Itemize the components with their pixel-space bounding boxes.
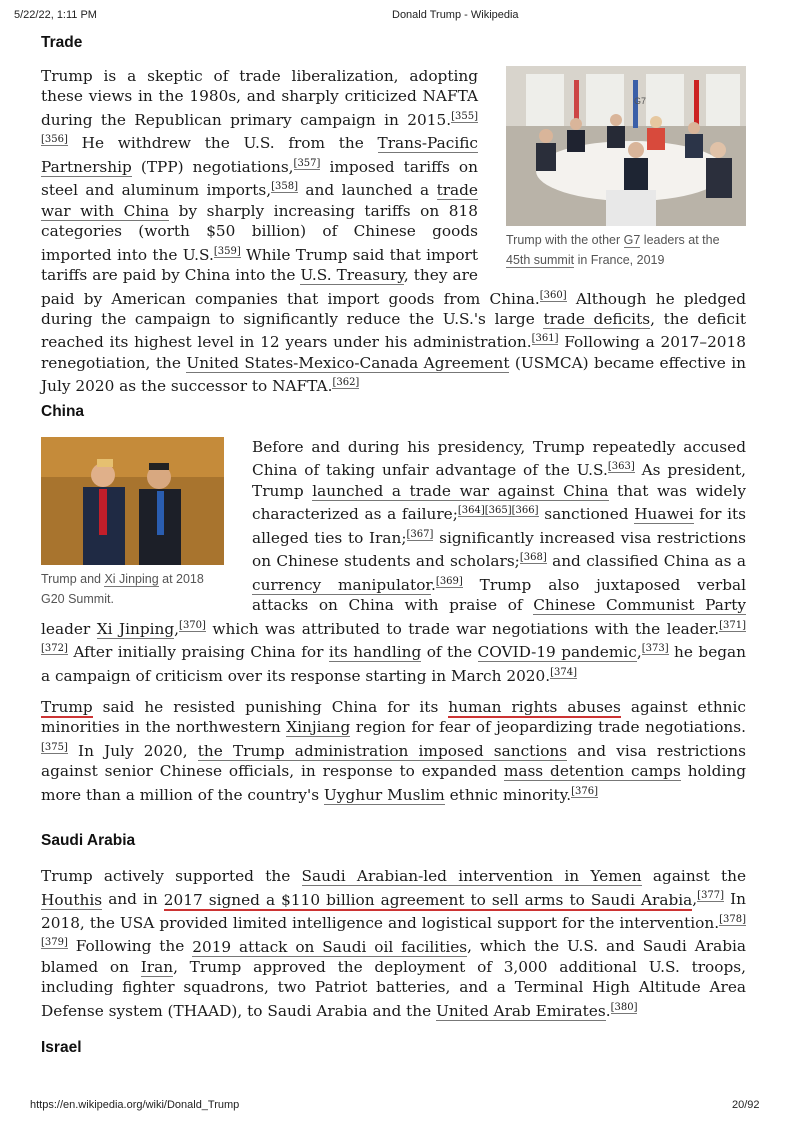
link-usmca[interactable]: United States-Mexico-Canada Agreement bbox=[186, 353, 510, 372]
print-datetime: 5/22/22, 1:11 PM bbox=[14, 9, 97, 21]
ref-358[interactable]: [358] bbox=[271, 181, 298, 193]
ref-363[interactable]: [363] bbox=[607, 461, 635, 473]
china-human-rights-paragraph: Trump said he resisted punishing China for its human rights abuses against ethnic minorities in the northwestern Xinjiang region for fear of jeopardizing trade negotiations.[375] In July 2020, the Trump administration imposed sanctions and visa restrictions against senior Chinese officials, in response to expanded mass detention camps holding more than a million of the country's Uyghur Muslim ethnic minority.[376] bbox=[41, 698, 746, 804]
link-arms-agreement-saudi-arabia[interactable]: 2017 signed a $110 billion agreement to sell arms to Saudi Arabia bbox=[163, 890, 693, 909]
link-trade-war-with-china[interactable]: trade war with China bbox=[41, 181, 478, 220]
g7-summit-photo bbox=[506, 66, 746, 226]
link-chinese-communist-party[interactable]: Chinese Communist Party bbox=[533, 596, 746, 615]
figure-g7 bbox=[506, 66, 746, 270]
link-trump-administration-sanctions[interactable]: the Trump administration imposed sanctions bbox=[197, 741, 568, 760]
ref-360[interactable]: [360] bbox=[539, 289, 567, 301]
ref-379[interactable]: [379] bbox=[41, 937, 68, 949]
svg-text:G7: G7 bbox=[634, 96, 647, 106]
figure-trump-xi bbox=[41, 437, 224, 609]
link-45th-summit[interactable]: 45th summit bbox=[506, 253, 575, 267]
saudi-paragraph: Trump actively supported the Saudi Arabian-led intervention in Yemen against the Houthis and in 2017 signed a $110 billion agreement to sell arms to Saudi Arabia,[377] In 2018, the USA provided limited intelligence and logistical support for the intervention.[378][379] Following the 2019 attack on Saudi oil facilities, which the U.S. and Saudi Arabia blamed on Iran, Trump approved the deployment of 3,000 additional U.S. troops, including fighter squadrons, two Patriot batteries, and a Terminal High Altitude Area Defense system (THAAD), to Saudi Arabia and the United Arab Emirates.[380] bbox=[41, 867, 746, 1020]
link-xi-jinping[interactable]: Xi Jinping bbox=[96, 619, 175, 638]
link-houthis[interactable]: Houthis bbox=[41, 890, 103, 909]
section-heading-china: China bbox=[41, 403, 85, 420]
ref-366[interactable]: [366] bbox=[511, 505, 539, 517]
ref-369[interactable]: [369] bbox=[435, 575, 463, 587]
ref-380[interactable]: [380] bbox=[610, 1001, 638, 1013]
ref-373[interactable]: [373] bbox=[641, 643, 669, 655]
ref-378[interactable]: [378] bbox=[719, 913, 746, 925]
ref-367[interactable]: [367] bbox=[406, 528, 434, 540]
ref-368[interactable]: [368] bbox=[519, 552, 547, 564]
print-page-number: 20/92 bbox=[732, 1099, 760, 1111]
ref-361[interactable]: [361] bbox=[531, 333, 559, 345]
link-trump[interactable]: Trump bbox=[41, 698, 93, 716]
link-trans-pacific-partnership[interactable]: Trans-Pacific Partnership bbox=[41, 134, 478, 176]
link-us-treasury[interactable]: U.S. Treasury bbox=[300, 266, 404, 285]
ref-365[interactable]: [365] bbox=[484, 505, 512, 517]
ref-370[interactable]: [370] bbox=[179, 619, 206, 631]
trade-paragraph: G7 Trump with the other G7 leaders at the 45th summit in France, 2019 Trump is a skeptic of trade liberalization, adopting these views in the 1980s, and sharply criticized NAFTA during the Republican primary campaign in 2015.[355][356] He withdrew the U.S. from the Trans-Pacific Partnership (TPP) negotiations,[357] imposed tariffs on steel and aluminum imports,[358] and launched a trade war with China by sharply increasing tariffs on 818 categories (worth $50 billion) of Chinese goods imported into the U.S.[359] While Trump said that import tariffs are paid by China into the U.S. Treasury, they are paid by American companies that import goods from China.[360] Although he pledged during the campaign to significantly reduce the U.S.'s large trade deficits, the deficit reached its highest level in 12 years under his administration.[361] Following a 2017–2018 renegotiation, the United States-Mexico-Canada Agreement (USMCA) became effective in July 2020 as the successor to NAFTA.[362] bbox=[41, 67, 747, 396]
ref-374[interactable]: [374] bbox=[550, 666, 578, 678]
ref-359[interactable]: [359] bbox=[213, 245, 241, 257]
china-paragraph: Trump and Xi Jinping at 2018 G20 Summit. Before and during his presidency, Trump repeatedly accused China of taking unfair advantage of the U.S.[363] As president, Trump launched a trade war against China that was widely characterized as a failure;[364][365][366] sanctioned Huawei for its alleged ties to Iran;[367] significantly increased visa restrictions on Chinese students and scholars;[368] and classified China as a currency manipulator.[369] Trump also juxtaposed verbal attacks on China with praise of Chinese Communist Party leader Xi Jinping,[370] which was attributed to trade war negotiations with the leader.[371][372] After initially praising China for its handling of the COVID-19 pandemic,[373] he began a campaign of criticism over its response starting in March 2020.[374] bbox=[41, 438, 747, 685]
link-g7[interactable]: G7 bbox=[623, 233, 641, 247]
link-saudi-led-intervention-yemen[interactable]: Saudi Arabian-led intervention in Yemen bbox=[301, 867, 642, 885]
ref-356[interactable]: [356] bbox=[41, 134, 68, 146]
link-xinjiang[interactable]: Xinjiang bbox=[286, 718, 351, 737]
link-mass-detention-camps[interactable]: mass detention camps bbox=[503, 762, 681, 781]
link-trade-deficits[interactable]: trade deficits bbox=[543, 310, 651, 329]
ref-355[interactable]: [355] bbox=[451, 110, 478, 122]
link-launched-trade-war-against-china[interactable]: launched a trade war against China bbox=[312, 481, 609, 500]
ref-362[interactable]: [362] bbox=[332, 377, 360, 389]
ref-376[interactable]: [376] bbox=[571, 785, 599, 797]
link-united-arab-emirates[interactable]: United Arab Emirates bbox=[436, 1001, 606, 1020]
trump-xi-photo-caption: Trump and Xi Jinping at 2018 G20 Summit. bbox=[41, 572, 204, 606]
section-heading-saudi-arabia: Saudi Arabia bbox=[41, 832, 136, 849]
ref-371[interactable]: [371] bbox=[719, 619, 746, 631]
g7-photo-caption: Trump with the other G7 leaders at the 45th summit in France, 2019 bbox=[506, 233, 720, 267]
link-uyghur-muslim[interactable]: Uyghur Muslim bbox=[323, 785, 445, 804]
print-url: https://en.wikipedia.org/wiki/Donald_Trump bbox=[30, 1099, 240, 1111]
link-currency-manipulator[interactable]: currency manipulator bbox=[252, 575, 432, 594]
ref-357[interactable]: [357] bbox=[293, 157, 321, 169]
ref-364[interactable]: [364] bbox=[457, 505, 485, 517]
print-page-title: Donald Trump - Wikipedia bbox=[392, 9, 519, 21]
section-heading-israel: Israel bbox=[41, 1039, 82, 1056]
link-2019-attack-saudi-oil[interactable]: 2019 attack on Saudi oil facilities bbox=[192, 937, 468, 956]
ref-372[interactable]: [372] bbox=[41, 643, 68, 655]
link-huawei[interactable]: Huawei bbox=[634, 505, 694, 524]
link-xi-jinping-caption[interactable]: Xi Jinping bbox=[104, 572, 159, 586]
trump-xi-photo bbox=[41, 437, 224, 565]
ref-377[interactable]: [377] bbox=[697, 890, 725, 902]
link-human-rights-abuses[interactable]: human rights abuses bbox=[448, 698, 621, 716]
link-its-handling[interactable]: its handling bbox=[328, 643, 422, 662]
link-iran[interactable]: Iran bbox=[140, 957, 174, 976]
link-covid-19-pandemic[interactable]: COVID-19 pandemic bbox=[477, 643, 637, 662]
section-heading-trade: Trade bbox=[41, 34, 83, 51]
ref-375[interactable]: [375] bbox=[41, 741, 68, 753]
